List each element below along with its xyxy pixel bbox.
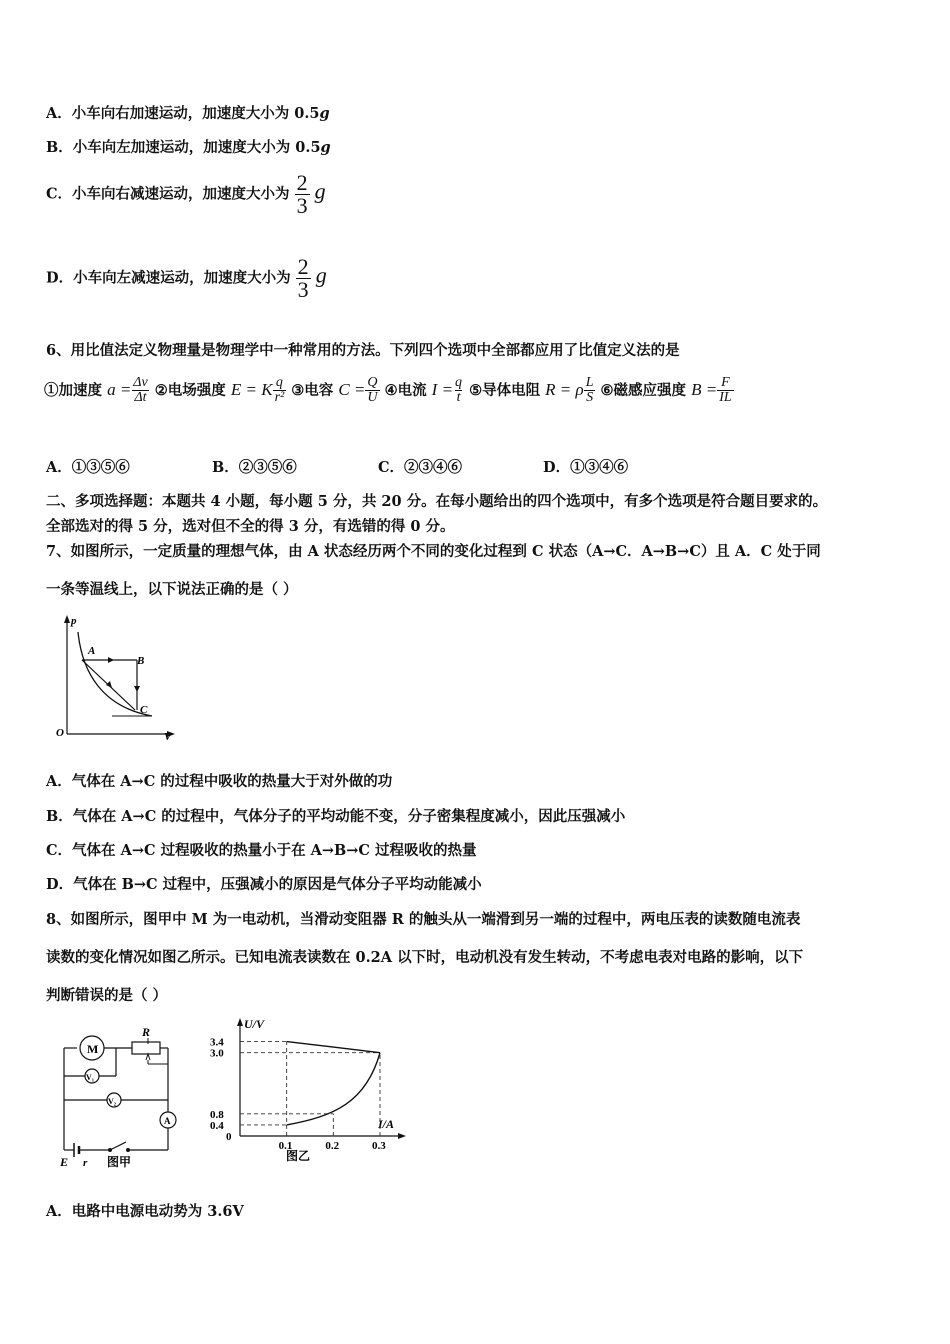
q8-ui-graph — [204, 1012, 414, 1167]
q6-option-a: A．①③⑤⑥ — [46, 459, 130, 476]
circuit-caption: 图甲 — [107, 1155, 132, 1168]
q6-option-c: C．②③④⑥ — [378, 459, 463, 476]
q5-option-c: C．小车向右减速运动，加速度大小为 $\frac{2}{3}$ g — [46, 170, 326, 218]
q7-option-d: D．气体在 B→C 过程中，压强减小的原因是气体分子平均动能减小 — [46, 876, 482, 893]
q8-xtick-label: 0.1 — [278, 1140, 293, 1152]
q6-item-1: ①加速度 a = $\frac{\Delta v}{\Delta t}$ — [44, 375, 148, 405]
q8-circuit-diagram — [52, 1020, 182, 1168]
q8-xtick-label: 0.3 — [372, 1140, 386, 1152]
q8-stem-line3: 判断错误的是（ ） — [46, 987, 168, 1004]
q7-option-a: A．气体在 A→C 的过程中吸收的热量大于对外做的功 — [46, 773, 393, 790]
q8-ytick-label: 3.0 — [210, 1047, 224, 1060]
q7-stem-line1: 7、如图所示，一定质量的理想气体，由 A 状态经历两个不同的变化过程到 C 状态（A→C．A→B→C）且 A．C 处于同 — [46, 543, 821, 560]
q7-pv-graph — [52, 612, 182, 742]
q8-xlabel: I/A — [378, 1117, 395, 1131]
q7-option-b: B．气体在 A→C 的过程中，气体分子的平均动能不变，分子密集程度减小，因此压强减小 — [46, 808, 626, 825]
voltmeter-v2-label: V₂ — [108, 1097, 117, 1106]
q8-series-upper — [287, 1042, 380, 1053]
section-2-scoring: 全部选对的得 5 分，选对但不全的得 3 分，有选错的得 0 分。 — [46, 518, 455, 535]
q7-option-c: C．气体在 A→C 过程吸收的热量小于在 A→B→C 过程吸收的热量 — [46, 842, 477, 859]
q8-graph-caption: 图乙 — [286, 1149, 311, 1163]
q8-ytick-label: 3.4 — [210, 1036, 224, 1049]
q6-option-d: D．①③④⑥ — [543, 459, 629, 476]
q8-option-a: A．电路中电源电动势为 3.6V — [46, 1203, 244, 1220]
ammeter-label: A — [164, 1116, 171, 1126]
q7-point-c-label: C — [140, 704, 148, 716]
q7-axis-p-label: p — [71, 615, 77, 627]
resistor-label: R — [142, 1025, 151, 1039]
q8-xtick-label: 0.2 — [325, 1140, 340, 1152]
q6-item-6: ⑥磁感应强度 B = $\frac{F}{IL}$ — [600, 375, 732, 405]
q8-stem-line2: 读数的变化情况如图乙所示。已知电流表读数在 0.2A 以下时，电动机没有发生转动，不考虑电表对电路的影响，以下 — [46, 949, 804, 966]
motor-label: M — [87, 1042, 99, 1056]
q5-option-a: A．小车向右加速运动，加速度大小为 0.5g — [46, 105, 330, 122]
section-2-heading: 二、多项选择题：本题共 4 小题，每小题 5 分，共 20 分。在每小题给出的四个选项中，有多个选项是符合题目要求的。 — [46, 493, 828, 510]
voltmeter-v1-label: V₁ — [86, 1073, 95, 1082]
q8-ytick-label: 0.4 — [210, 1119, 224, 1132]
q6-item-2: ②电场强度 E = K $\frac{q}{\text{r²}}$ — [154, 375, 285, 405]
q7-point-a-label: A — [88, 645, 96, 657]
q8-origin-label: 0 — [226, 1131, 232, 1143]
switch-symbol — [110, 1142, 126, 1150]
q8-ytick-label: 0.8 — [210, 1108, 224, 1121]
resistor-symbol — [132, 1042, 160, 1054]
q6-item-5: ⑤导体电阻 R = ρ $\frac{L}{S}$ — [469, 375, 594, 405]
q6-item-3: ③电容 C = $\frac{Q}{U}$ — [291, 375, 378, 405]
fraction-two-thirds: $\frac{2}{3}$ — [297, 254, 309, 302]
q6-formula-list — [44, 376, 734, 405]
q7-stem-line2: 一条等温线上，以下说法正确的是（ ） — [46, 581, 298, 598]
q7-point-b-label: B — [137, 655, 145, 667]
q7-origin-label: O — [56, 727, 64, 739]
q6-item-4: ④电流 I = $\frac{q}{t}$ — [384, 375, 463, 405]
q5-option-d: D．小车向左减速运动，加速度大小为 $\frac{2}{3}$ g — [46, 254, 327, 302]
q7-axis-v-label: V — [164, 731, 172, 742]
emf-label: E — [60, 1155, 69, 1168]
fraction-two-thirds: $\frac{2}{3}$ — [296, 170, 308, 218]
q5-option-b: B．小车向左加速运动，加速度大小为 0.5g — [46, 139, 331, 156]
internal-resistance-label: r — [83, 1157, 88, 1168]
q6-option-b: B．②③⑤⑥ — [212, 459, 297, 476]
q8-ylabel: U/V — [244, 1017, 265, 1031]
q6-stem: 6、用比值法定义物理量是物理学中一种常用的方法。下列四个选项中全部都应用了比值定义法的是 — [46, 342, 680, 359]
q8-stem-line1: 8、如图所示，图甲中 M 为一电动机，当滑动变阻器 R 的触头从一端滑到另一端的过程中，两电压表的读数随电流表 — [46, 911, 801, 928]
